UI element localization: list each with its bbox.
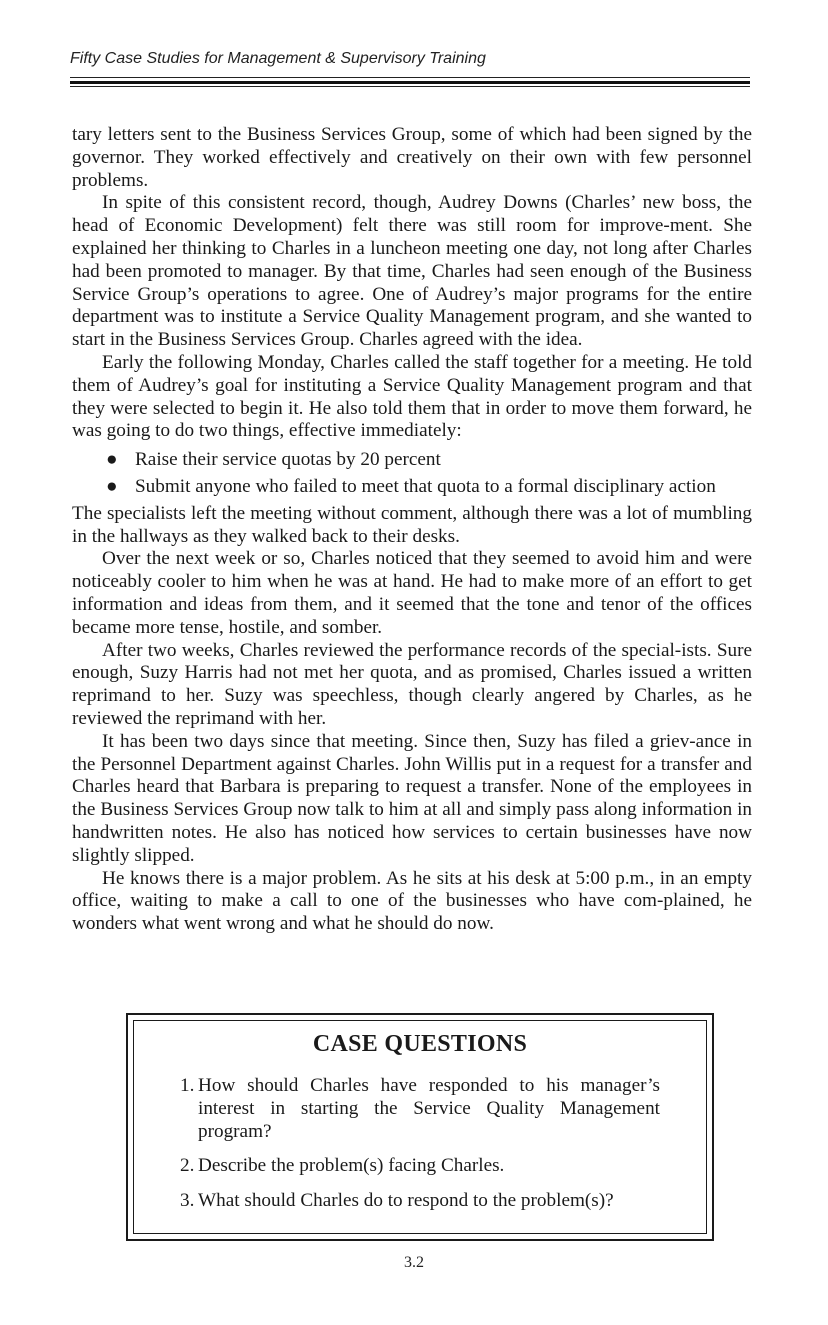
paragraph: In spite of this consistent record, though, Audrey Downs (Charles’ new boss, the head of Economic Development) felt there was still room for improve-ment. She explained her thinking to Charles in a luncheon meeting one day, not long after Charles had been promoted to manager. By that time, Charles had seen enough of the Business Service Group’s operations to agree. One of Audrey’s major programs for the entire department was to institute a Service Quality Management program, and she wanted to start in the Business Services Group. Charles agreed with the idea. [72,192,752,351]
question-text: How should Charles have responded to his manager’s interest in starting the Service Quality Management program? [198,1075,660,1142]
bullet-list [72,449,752,499]
question-number: 3. [180,1190,195,1212]
header-rule-thick [70,81,750,84]
case-question [180,1190,660,1213]
bullet-item [72,449,752,472]
paragraph: Over the next week or so, Charles noticed that they seemed to avoid him and were noticeably cooler to him when he was at hand. He had to make more of an effort to get information and ideas from them, and it seemed that the tone and tenor of the offices became more tense, hostile, and somber. [72,548,752,638]
page-number: 3.2 [404,1254,424,1271]
running-header: Fifty Case Studies for Management & Supervisory Training [70,50,486,67]
paragraph: After two weeks, Charles reviewed the performance records of the special-ists. Sure enough, Suzy Harris had not met her quota, and as promised, Charles issued a written reprimand to her. Suzy was speechless, though clearly angered by Charles, as he reviewed the reprimand with her. [72,639,752,729]
paragraph: tary letters sent to the Business Services Group, some of which had been signed by the governor. They worked effectively and creatively on their own with few personnel problems. [72,124,752,191]
paragraph: The specialists left the meeting without comment, although there was a lot of mumbling in the hallways as they walked back to their desks. [72,502,752,547]
question-number: 1. [180,1075,195,1096]
question-text: What should Charles do to respond to the problem(s)? [198,1190,614,1212]
bullet-icon: ● [106,475,118,497]
question-number: 2. [180,1155,195,1177]
question-text: Describe the problem(s) facing Charles. [198,1155,505,1177]
case-questions-box [126,1013,714,1241]
header-rule-thin [70,77,750,78]
paragraph: It has been two days since that meeting. Since then, Suzy has filed a griev-ance in the Personnel Department against Charles. John Willis put in a request for a transfer and Charles heard that Barbara is preparing to request a transfer. None of the employees in the Business Services Group now talk to him at all and simply pass along information in handwritten notes. He also has noticed how services to certain businesses have now slightly slipped. [72,730,752,866]
paragraph: He knows there is a major problem. As he sits at his desk at 5:00 p.m., in an empty office, waiting to make a call to one of the businesses who have com-plained, he wonders what went wrong and what he should do now. [72,867,752,935]
header-rule-bottom [70,86,750,87]
bullet-text: Raise their service quotas by 20 percent [135,449,441,471]
bullet-text: Submit anyone who failed to meet that quota to a formal disciplinary action [135,475,716,497]
case-question [180,1075,660,1143]
bullet-item [72,476,752,499]
bullet-icon: ● [106,449,118,471]
case-questions-list [180,1075,660,1225]
case-question [180,1155,660,1178]
paragraph: Early the following Monday, Charles called the staff together for a meeting. He told them of Audrey’s goal for instituting a Service Quality Management program and that they were selected to begin it. He also told them that in order to move them forward, he was going to do two things, effective immediately: [72,351,752,442]
body-text [72,124,752,936]
case-questions-title: CASE QUESTIONS [312,1031,528,1057]
